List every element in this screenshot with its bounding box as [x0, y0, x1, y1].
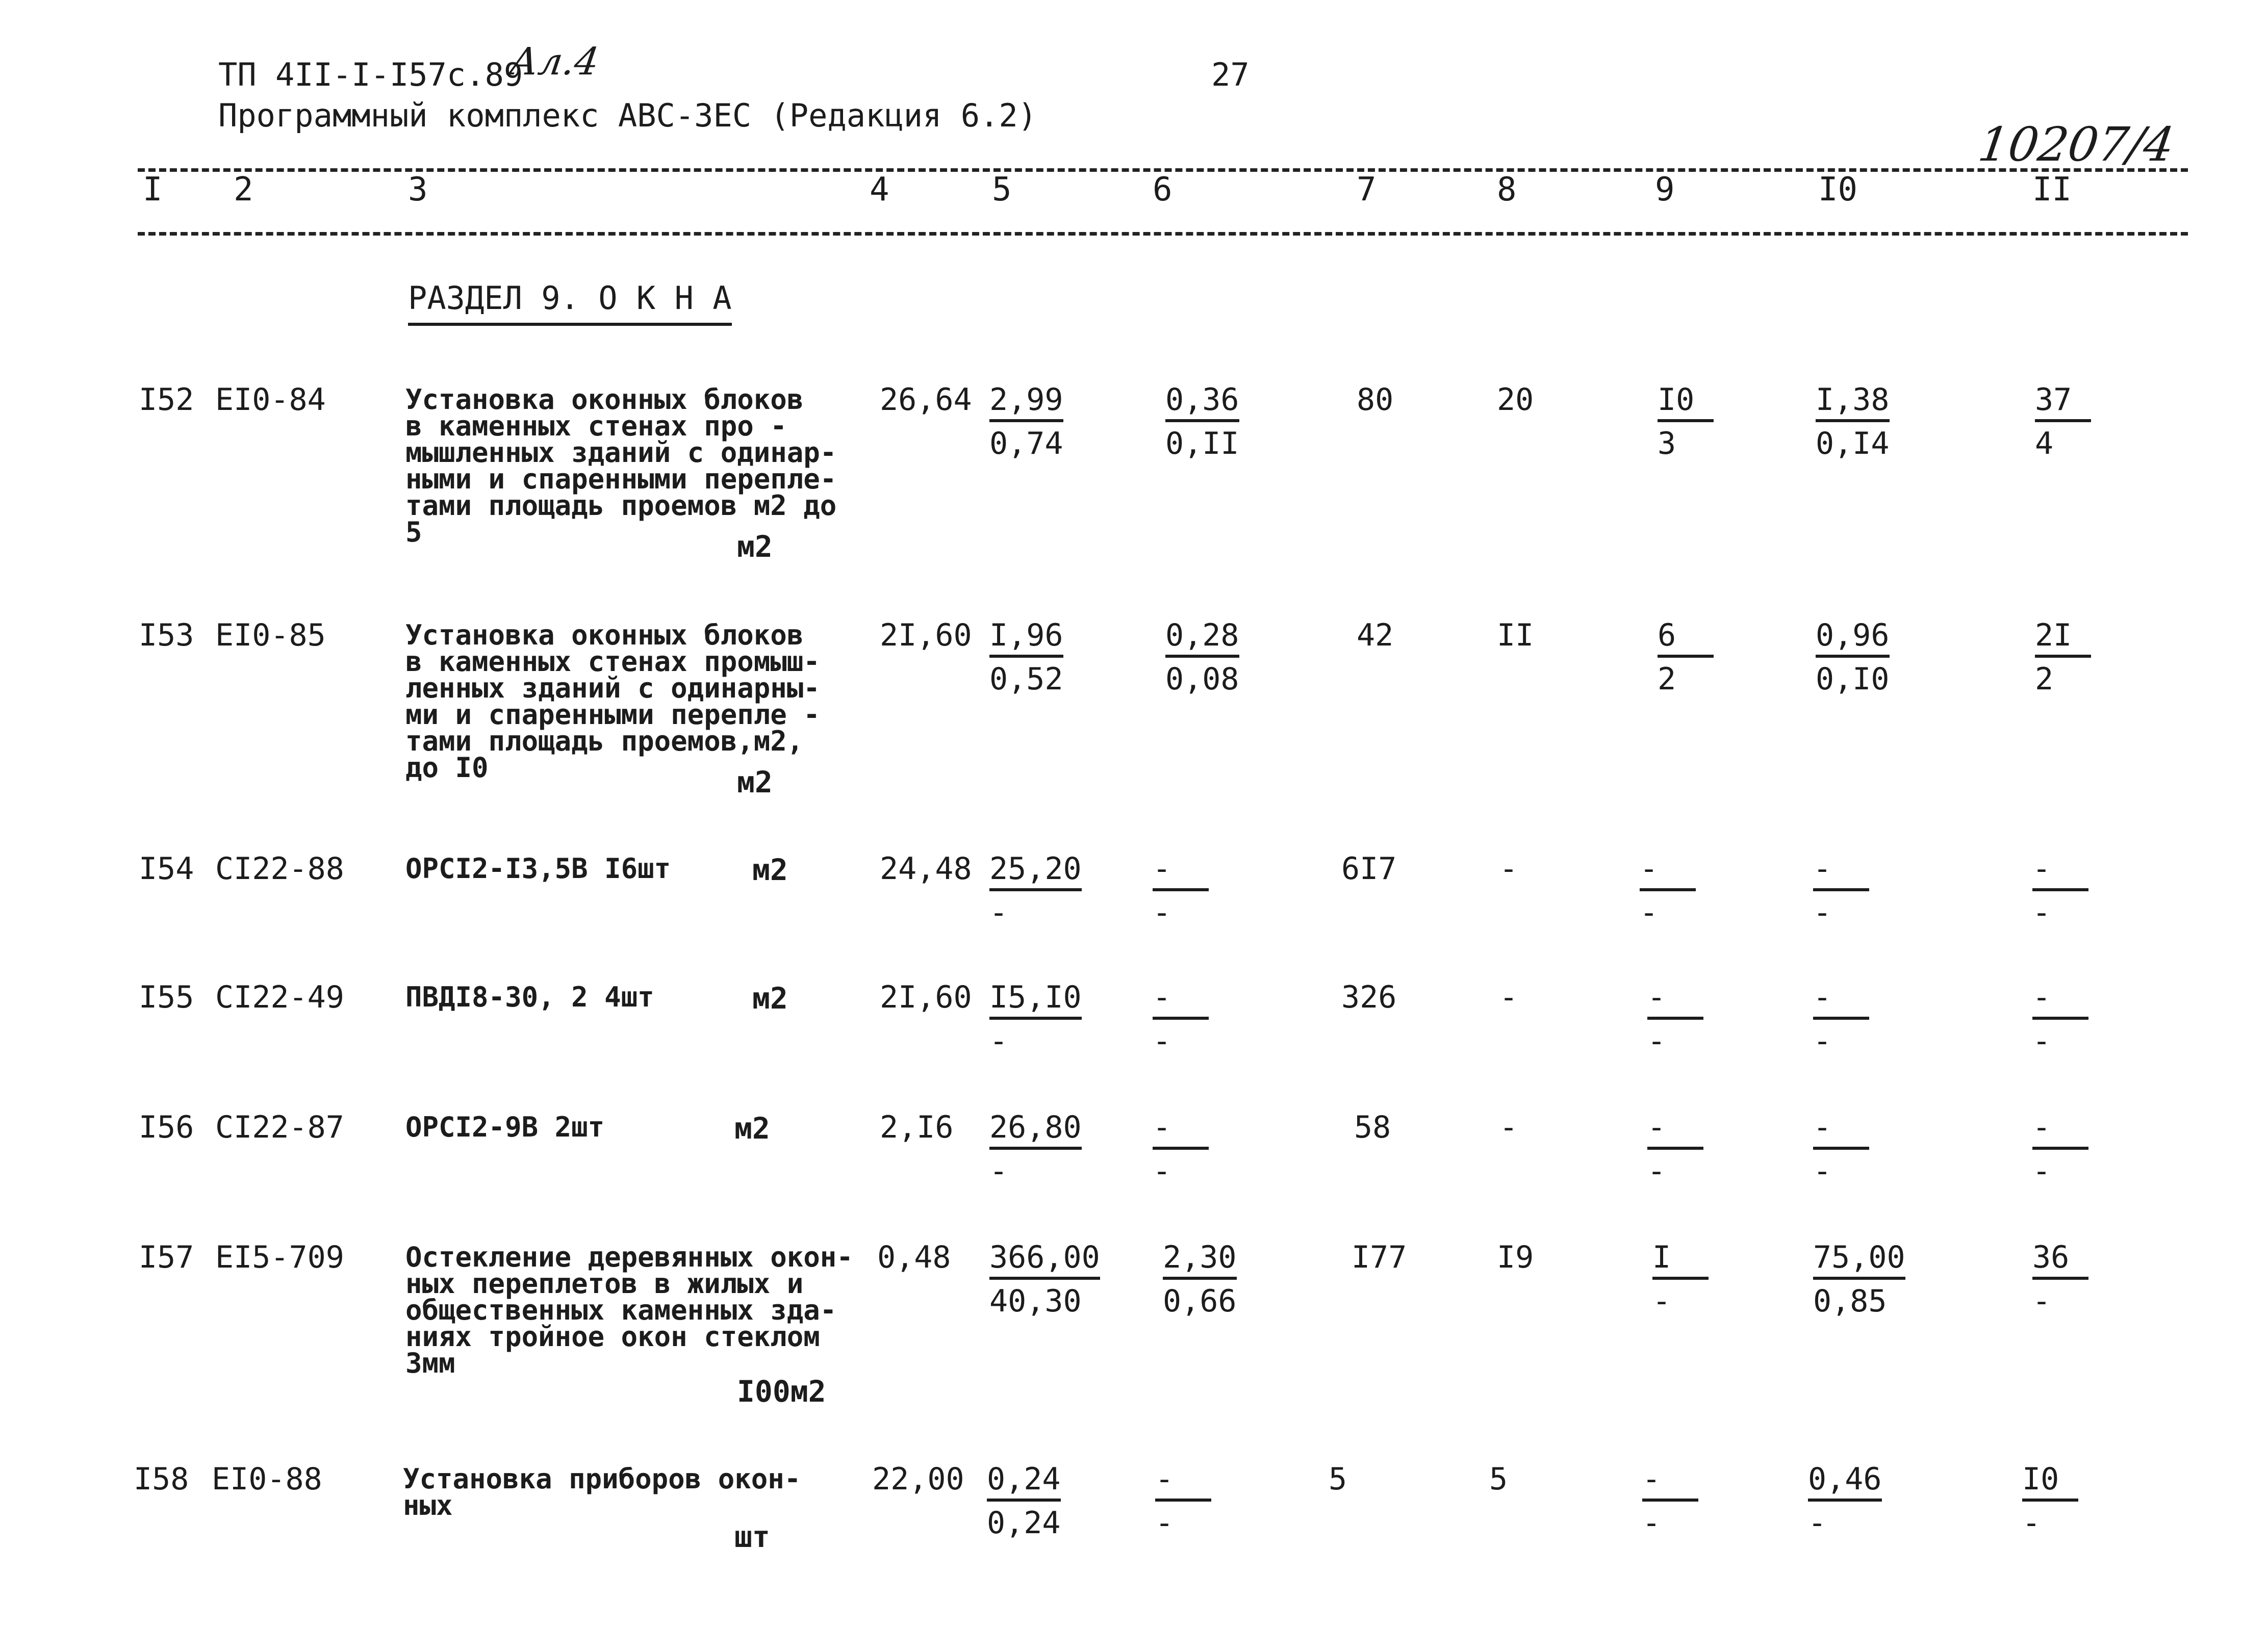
row-quantity: 24,48: [880, 851, 972, 887]
col5-bottom: -: [989, 1023, 1008, 1059]
row-col6: [1153, 1109, 1209, 1190]
col5-top: 25,20: [989, 850, 1082, 891]
header-rule-bottom: [138, 232, 2188, 236]
row-col7: 5: [1329, 1461, 1347, 1497]
col9-bottom: -: [1647, 1153, 1666, 1189]
col10-top: 75,00: [1813, 1239, 1905, 1280]
row-unit: I00м2: [737, 1374, 826, 1409]
row-col11: [2032, 1109, 2088, 1190]
col11-bottom: 2: [2035, 661, 2054, 697]
col5-bottom: 40,30: [989, 1283, 1082, 1319]
row-quantity: 2,I6: [880, 1109, 954, 1145]
archive-number: 10207/4: [1975, 117, 2178, 172]
row-col9: [1640, 850, 1696, 931]
col6-top: -: [1153, 979, 1209, 1020]
column-number-6: 6: [1153, 171, 1173, 209]
row-col10: [1813, 1239, 1905, 1320]
row-col6: [1153, 979, 1209, 1060]
row-unit: м2: [752, 981, 788, 1016]
column-number-11: II: [2032, 171, 2072, 209]
row-col6: [1153, 850, 1209, 931]
col9-bottom: 2: [1658, 661, 1676, 697]
row-quantity: 2I,60: [880, 979, 972, 1015]
column-number-4: 4: [870, 171, 889, 209]
row-code: EI0-88: [212, 1461, 322, 1497]
col10-top: -: [1813, 1109, 1869, 1150]
handwritten-mark: Ал.4: [506, 40, 602, 84]
col10-top: -: [1813, 850, 1869, 891]
row-col9: [1647, 979, 1703, 1060]
row-description: ПВДI8-30, 2 4шт: [405, 981, 654, 1013]
column-number-1: I: [143, 171, 163, 209]
row-number: I57: [139, 1240, 194, 1275]
col10-bottom: 0,I0: [1816, 661, 1890, 697]
row-col5: [989, 850, 1082, 931]
row-col9: [1647, 1109, 1703, 1190]
col6-bottom: 0,II: [1165, 426, 1239, 461]
row-unit: м2: [737, 765, 773, 799]
row-col6: [1165, 381, 1239, 462]
row-col5: [989, 1109, 1082, 1190]
row-col7: I77: [1352, 1240, 1407, 1275]
row-col8: -: [1499, 1109, 1518, 1145]
col11-top: I0: [2022, 1461, 2078, 1502]
col5-bottom: -: [989, 895, 1008, 931]
row-quantity: 26,64: [880, 382, 972, 418]
row-col9: [1642, 1461, 1698, 1541]
row-col10: [1813, 979, 1869, 1060]
row-col7: 42: [1357, 617, 1394, 653]
col5-top: 26,80: [989, 1109, 1082, 1150]
row-col8: 20: [1497, 382, 1534, 418]
row-quantity: 2I,60: [880, 617, 972, 653]
program-title: Программный комплекс АВС-3ЕС (Редакция 6.2): [218, 97, 1037, 134]
row-col5: [989, 1239, 1100, 1320]
row-col9: [1658, 381, 1714, 462]
row-col7: 58: [1354, 1109, 1391, 1145]
col9-top: -: [1640, 850, 1696, 891]
col10-bottom: -: [1813, 1023, 1832, 1059]
row-unit: м2: [737, 529, 773, 564]
row-quantity: 22,00: [872, 1461, 964, 1497]
col11-bottom: -: [2032, 1023, 2051, 1059]
col6-bottom: -: [1153, 1153, 1171, 1189]
col11-bottom: -: [2032, 895, 2051, 931]
row-number: I56: [139, 1109, 194, 1145]
col9-bottom: -: [1647, 1023, 1666, 1059]
row-col10: [1808, 1461, 1882, 1541]
row-col8: II: [1497, 617, 1534, 653]
row-col8: 5: [1489, 1461, 1508, 1497]
col9-top: -: [1647, 979, 1703, 1020]
row-unit: шт: [734, 1519, 770, 1554]
col9-bottom: -: [1642, 1505, 1661, 1541]
col9-bottom: 3: [1658, 426, 1676, 461]
row-code: CI22-88: [215, 851, 344, 887]
col9-bottom: -: [1640, 895, 1659, 931]
col9-top: 6: [1658, 617, 1714, 658]
col10-top: 0,96: [1816, 617, 1890, 658]
row-col11: [2035, 617, 2091, 698]
col10-bottom: 0,85: [1813, 1283, 1887, 1319]
row-col8: -: [1499, 851, 1518, 887]
row-col9: [1652, 1239, 1709, 1320]
row-col11: [2032, 979, 2088, 1060]
col5-bottom: 0,24: [987, 1505, 1061, 1541]
column-number-7: 7: [1357, 171, 1377, 209]
page-number: 27: [1211, 56, 1250, 93]
column-number-5: 5: [992, 171, 1012, 209]
row-col7: 6I7: [1341, 851, 1397, 887]
row-col10: [1816, 381, 1890, 462]
row-quantity: 0,48: [877, 1240, 951, 1275]
col9-top: -: [1647, 1109, 1703, 1150]
row-col8: -: [1499, 979, 1518, 1015]
row-description: ОРСI2-9В 2шт: [405, 1111, 605, 1143]
row-col5: [989, 617, 1063, 698]
col6-top: 0,36: [1165, 381, 1239, 422]
col11-top: 37: [2035, 381, 2091, 422]
row-col11: [2035, 381, 2091, 462]
col5-top: 2,99: [989, 381, 1063, 422]
col5-top: I,96: [989, 617, 1063, 658]
column-number-9: 9: [1655, 171, 1675, 209]
row-col10: [1816, 617, 1890, 698]
row-col11: [2032, 1239, 2088, 1320]
column-number-2: 2: [234, 171, 253, 209]
col10-bottom: -: [1813, 1153, 1832, 1189]
col5-top: I5,I0: [989, 979, 1082, 1020]
row-code: CI22-87: [215, 1109, 344, 1145]
col11-top: 36: [2032, 1239, 2088, 1280]
row-code: CI22-49: [215, 979, 344, 1015]
col6-top: -: [1153, 850, 1209, 891]
row-col10: [1813, 850, 1869, 931]
col5-bottom: 0,52: [989, 661, 1063, 697]
col11-top: -: [2032, 979, 2088, 1020]
col6-bottom: -: [1155, 1505, 1174, 1541]
col6-bottom: 0,08: [1165, 661, 1239, 697]
col6-bottom: 0,66: [1163, 1283, 1237, 1319]
row-number: I54: [139, 851, 194, 887]
col9-bottom: -: [1652, 1283, 1671, 1319]
row-col5: [987, 1461, 1061, 1541]
row-col6: [1165, 617, 1239, 698]
col10-bottom: -: [1813, 895, 1832, 931]
row-col11: [2032, 850, 2088, 931]
document-code: ТП 4II-I-I57с.89: [218, 56, 523, 93]
col6-bottom: -: [1153, 895, 1171, 931]
row-col5: [989, 979, 1082, 1060]
col6-bottom: -: [1153, 1023, 1171, 1059]
col11-bottom: 4: [2035, 426, 2054, 461]
col11-top: 2I: [2035, 617, 2091, 658]
col6-top: 2,30: [1163, 1239, 1237, 1280]
col9-top: I0: [1658, 381, 1714, 422]
column-number-3: 3: [408, 171, 428, 209]
col10-top: -: [1813, 979, 1869, 1020]
col11-bottom: -: [2032, 1153, 2051, 1189]
col10-top: I,38: [1816, 381, 1890, 422]
col11-bottom: -: [2032, 1283, 2051, 1319]
row-col7: 326: [1341, 979, 1397, 1015]
col9-top: I: [1652, 1239, 1709, 1280]
row-description: Установка оконных блоков в каменных стенах про - мышленных зданий с одинар- ными и спаренными перепле- тами площадь проемов м2 до 5: [405, 383, 837, 548]
col11-top: -: [2032, 1109, 2088, 1150]
col6-top: 0,28: [1165, 617, 1239, 658]
col9-top: -: [1642, 1461, 1698, 1502]
col5-bottom: 0,74: [989, 426, 1063, 461]
row-unit: м2: [752, 853, 788, 887]
row-code: EI0-84: [215, 382, 326, 418]
col11-top: -: [2032, 850, 2088, 891]
col6-top: -: [1155, 1461, 1211, 1502]
col10-bottom: -: [1808, 1505, 1827, 1541]
row-description: Установка приборов окон- ных: [403, 1463, 801, 1521]
col5-top: 366,00: [989, 1239, 1100, 1280]
row-col6: [1163, 1239, 1237, 1320]
section-title: РАЗДЕЛ 9. О К Н А: [408, 279, 732, 326]
row-code: EI0-85: [215, 617, 326, 653]
row-number: I53: [139, 617, 194, 653]
row-col5: [989, 381, 1063, 462]
row-unit: м2: [734, 1111, 770, 1146]
row-description: Остекление деревянных окон- ных переплетов в жилых и общественных каменных зда- ниях тройное окон стеклом 3мм: [405, 1241, 853, 1379]
row-code: EI5-709: [215, 1240, 344, 1275]
col5-bottom: -: [989, 1153, 1008, 1189]
column-number-10: I0: [1818, 171, 1858, 209]
row-col10: [1813, 1109, 1869, 1190]
row-number: I58: [134, 1461, 189, 1497]
row-number: I55: [139, 979, 194, 1015]
col11-bottom: -: [2022, 1505, 2041, 1541]
col6-top: -: [1153, 1109, 1209, 1150]
row-description: Установка оконных блоков в каменных стенах промыш- ленных зданий с одинарны- ми и спаренными перепле - тами площадь проемов,м2, до I0: [405, 619, 820, 784]
row-col7: 80: [1357, 382, 1394, 418]
col5-top: 0,24: [987, 1461, 1061, 1502]
col10-top: 0,46: [1808, 1461, 1882, 1502]
row-col11: [2022, 1461, 2078, 1541]
row-col9: [1658, 617, 1714, 698]
row-col6: [1155, 1461, 1211, 1541]
column-number-8: 8: [1497, 171, 1517, 209]
col10-bottom: 0,I4: [1816, 426, 1890, 461]
row-number: I52: [139, 382, 194, 418]
row-col8: I9: [1497, 1240, 1534, 1275]
row-description: ОРСI2-I3,5В I6шт: [405, 853, 671, 885]
